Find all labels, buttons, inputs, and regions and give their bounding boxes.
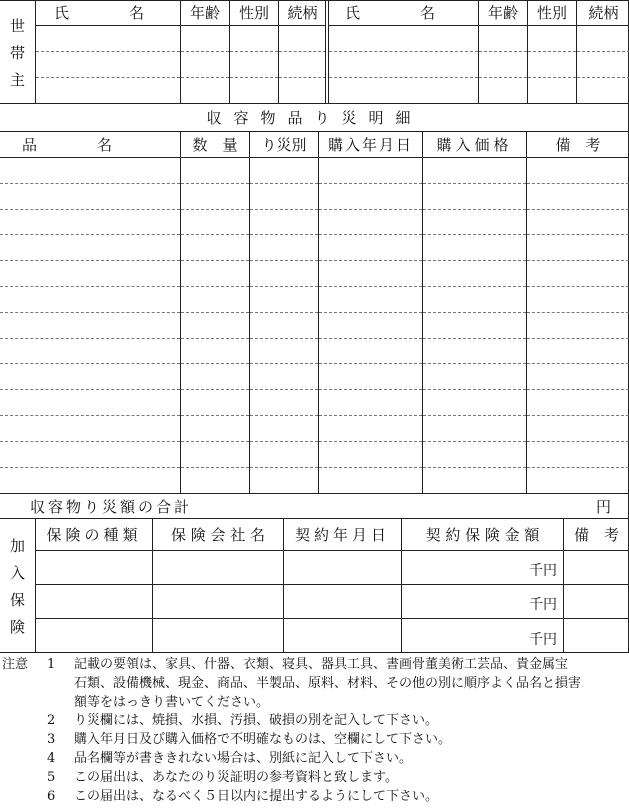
item-row-cell[interactable] (250, 235, 318, 261)
item-row-cell[interactable] (181, 468, 249, 494)
item-row-cell[interactable] (250, 261, 318, 287)
item-row-cell[interactable] (423, 158, 526, 184)
household-head-side-label (0, 0, 36, 104)
household-head-section (0, 0, 629, 104)
age-field[interactable] (479, 52, 527, 78)
item-row-cell[interactable] (319, 235, 422, 261)
side-char: 保 (9, 591, 25, 609)
item-row-cell[interactable] (319, 442, 422, 468)
age-column (479, 0, 528, 104)
household-head-right-block (328, 0, 629, 104)
insurance-remarks-header: 備 考 (564, 519, 629, 551)
side-char: 世 (9, 16, 25, 35)
household-head-left-block (36, 0, 326, 104)
item-row-cell[interactable] (181, 339, 249, 365)
name-column (36, 0, 181, 104)
damage-type-header: り災別 (250, 132, 318, 158)
notes-header: 注意 (2, 657, 29, 672)
side-char: 入 (9, 564, 25, 582)
insurance-type-field[interactable] (36, 619, 152, 653)
amount-unit: 千円 (529, 597, 557, 613)
total-damage-row (0, 493, 629, 519)
item-row-cell[interactable] (423, 261, 526, 287)
insured-amount-column (402, 519, 564, 653)
note-number: 3 (47, 732, 56, 748)
item-row-cell[interactable] (0, 158, 180, 184)
age-column (181, 0, 230, 104)
item-row-cell[interactable] (423, 390, 526, 416)
name-column (329, 0, 479, 104)
insurer-header: 保 険 会 社 名 (153, 519, 283, 551)
item-row-cell[interactable] (0, 364, 180, 390)
item-row-cell[interactable] (250, 468, 318, 494)
item-row-cell[interactable] (250, 210, 318, 236)
insurance-remarks-field[interactable] (564, 551, 629, 585)
purchase-price-column (423, 132, 527, 493)
item-row-cell[interactable] (181, 364, 249, 390)
contract-date-field[interactable] (284, 585, 401, 619)
item-row-cell[interactable] (250, 287, 318, 313)
insurance-type-field[interactable] (36, 585, 152, 619)
name-field[interactable] (36, 78, 180, 104)
relation-field[interactable] (279, 78, 326, 104)
item-row-cell[interactable] (0, 313, 180, 339)
insurance-side-label (0, 519, 36, 653)
amount-unit: 千円 (529, 632, 557, 648)
purchase-date-header: 購入年月日 (319, 132, 422, 158)
item-row-cell[interactable] (319, 184, 422, 210)
damage-type-column (250, 132, 319, 493)
sex-field[interactable] (528, 26, 576, 52)
sex-column (528, 0, 577, 104)
item-row-cell[interactable] (527, 210, 629, 236)
item-row-cell[interactable] (527, 261, 629, 287)
damaged-items-table (0, 132, 629, 493)
sex-field[interactable] (528, 52, 576, 78)
relation-field[interactable] (279, 52, 326, 78)
item-row-cell[interactable] (181, 287, 249, 313)
note-number: 1 (47, 657, 56, 672)
age-header: 年齢 (181, 0, 229, 26)
sex-header: 性別 (528, 0, 576, 26)
sex-field[interactable] (230, 26, 278, 52)
item-row-cell[interactable] (181, 442, 249, 468)
item-row-cell[interactable] (319, 313, 422, 339)
contract-date-column (284, 519, 402, 653)
item-row-cell[interactable] (423, 416, 526, 442)
item-row-cell[interactable] (250, 339, 318, 365)
note-text: 品名欄等が書ききれない場合は、別紙に記入して下さい。 (74, 751, 413, 766)
item-row-cell[interactable] (250, 390, 318, 416)
relation-header: 続柄 (577, 0, 629, 26)
item-row-cell[interactable] (181, 210, 249, 236)
item-row-cell[interactable] (181, 158, 249, 184)
item-name-header: 品 名 (0, 132, 180, 158)
name-field[interactable] (329, 78, 478, 104)
name-header: 氏 名 (329, 0, 478, 26)
item-row-cell[interactable] (527, 184, 629, 210)
insurance-type-field[interactable] (36, 551, 152, 585)
purchase-date-column (319, 132, 423, 493)
item-row-cell[interactable] (181, 416, 249, 442)
sex-field[interactable] (230, 52, 278, 78)
item-row-cell[interactable] (250, 313, 318, 339)
item-row-cell[interactable] (319, 287, 422, 313)
item-row-cell[interactable] (181, 313, 249, 339)
item-row-cell[interactable] (527, 364, 629, 390)
item-row-cell[interactable] (527, 339, 629, 365)
insured-amount-field[interactable] (402, 551, 563, 585)
sex-field[interactable] (230, 78, 278, 104)
item-row-cell[interactable] (0, 261, 180, 287)
remarks-column (527, 132, 629, 493)
item-row-cell[interactable] (527, 416, 629, 442)
item-row-cell[interactable] (319, 339, 422, 365)
amount-unit: 千円 (529, 563, 557, 579)
contract-date-field[interactable] (284, 551, 401, 585)
item-row-cell[interactable] (319, 158, 422, 184)
note-number: 4 (47, 751, 56, 766)
relation-column (279, 0, 326, 104)
item-row-cell[interactable] (181, 235, 249, 261)
insurer-field[interactable] (153, 585, 283, 619)
sex-field[interactable] (528, 78, 576, 104)
item-row-cell[interactable] (423, 184, 526, 210)
item-row-cell[interactable] (527, 442, 629, 468)
item-row-cell[interactable] (0, 210, 180, 236)
item-row-cell[interactable] (527, 313, 629, 339)
item-name-column (0, 132, 181, 493)
item-row-cell[interactable] (423, 442, 526, 468)
item-row-cell[interactable] (0, 390, 180, 416)
item-row-cell[interactable] (0, 442, 180, 468)
relation-field[interactable] (577, 26, 629, 52)
quantity-column (181, 132, 250, 493)
item-row-cell[interactable] (423, 287, 526, 313)
side-char: 帯 (9, 43, 25, 62)
item-row-cell[interactable] (319, 468, 422, 494)
note-text: 額等をはっきり書いてください。 (74, 694, 270, 710)
note-text: この届出は、なるべく５日以内に提出するようにして下さい。 (74, 788, 439, 804)
item-row-cell[interactable] (527, 287, 629, 313)
name-header: 氏 名 (36, 0, 180, 26)
purchase-price-header: 購入価格 (423, 132, 526, 158)
insurance-section (0, 519, 629, 653)
insurance-type-header: 保険の種類 (36, 519, 152, 551)
item-row-cell[interactable] (319, 390, 422, 416)
insurance-type-column (36, 519, 153, 653)
insurance-remarks-field[interactable] (564, 585, 629, 619)
note-number: 5 (47, 769, 56, 785)
item-row-cell[interactable] (250, 364, 318, 390)
insurance-remarks-field[interactable] (564, 619, 629, 653)
relation-header: 続柄 (279, 0, 326, 26)
item-row-cell[interactable] (0, 416, 180, 442)
item-row-cell[interactable] (527, 158, 629, 184)
relation-field[interactable] (577, 78, 629, 104)
item-row-cell[interactable] (0, 339, 180, 365)
insurer-field[interactable] (153, 619, 283, 653)
item-row-cell[interactable] (319, 210, 422, 236)
name-field[interactable] (329, 26, 478, 52)
contract-date-field[interactable] (284, 619, 401, 653)
remarks-header: 備 考 (527, 132, 629, 158)
side-char: 主 (9, 70, 25, 89)
note-text: り災欄には、焼損、水損、汚損、破損の別を記入して下さい。 (74, 713, 439, 729)
note-text: 購入年月日及び購入価格で不明確なものは、空欄にして下さい。 (74, 732, 452, 748)
age-field[interactable] (181, 78, 229, 104)
name-field[interactable] (36, 52, 180, 78)
item-row-cell[interactable] (527, 390, 629, 416)
item-row-cell[interactable] (0, 287, 180, 313)
item-row-cell[interactable] (181, 184, 249, 210)
item-row-cell[interactable] (319, 261, 422, 287)
age-field[interactable] (181, 26, 229, 52)
insured-amount-field[interactable] (402, 585, 563, 619)
name-field[interactable] (36, 26, 180, 52)
insured-amount-header: 契 約 保 険 金 額 (402, 519, 563, 551)
note-number: 6 (47, 788, 56, 804)
note-text: 記載の要領は、家具、什器、衣類、寝具、器具工具、書画骨董美術工芸品、貴金属宝 (74, 657, 569, 672)
item-row-cell[interactable] (423, 210, 526, 236)
item-row-cell[interactable] (0, 235, 180, 261)
item-row-cell[interactable] (423, 364, 526, 390)
item-row-cell[interactable] (423, 313, 526, 339)
name-field[interactable] (329, 52, 478, 78)
total-damage-label: 収容物り災額の合計 (30, 497, 193, 516)
item-row-cell[interactable] (423, 339, 526, 365)
sex-column (230, 0, 279, 104)
relation-field[interactable] (577, 52, 629, 78)
sex-header: 性別 (230, 0, 278, 26)
age-field[interactable] (181, 52, 229, 78)
section-title: 収容物品り災明細 (0, 104, 629, 132)
item-row-cell[interactable] (319, 416, 422, 442)
note-number: 2 (47, 713, 56, 729)
insurer-field[interactable] (153, 551, 283, 585)
age-field[interactable] (479, 26, 527, 52)
item-row-cell[interactable] (527, 468, 629, 494)
insured-amount-field[interactable] (402, 619, 563, 653)
item-row-cell[interactable] (181, 261, 249, 287)
item-row-cell[interactable] (250, 184, 318, 210)
item-row-cell[interactable] (250, 416, 318, 442)
item-row-cell[interactable] (0, 184, 180, 210)
age-field[interactable] (479, 78, 527, 104)
quantity-header: 数 量 (181, 132, 249, 158)
note-text: 石類、設備機械、現金、商品、半製品、原料、材料、その他の別に順序よく品名と損害 (74, 675, 582, 691)
item-row-cell[interactable] (250, 158, 318, 184)
side-char: 加 (9, 537, 25, 555)
relation-field[interactable] (279, 26, 326, 52)
item-row-cell[interactable] (0, 468, 180, 494)
contract-date-header: 契約年月日 (284, 519, 401, 551)
insurer-column (153, 519, 284, 653)
total-damage-unit: 円 (595, 497, 611, 516)
insurance-remarks-column (564, 519, 629, 653)
item-row-cell[interactable] (319, 364, 422, 390)
item-row-cell[interactable] (250, 442, 318, 468)
item-row-cell[interactable] (181, 390, 249, 416)
item-row-cell[interactable] (423, 468, 526, 494)
relation-column (577, 0, 629, 104)
side-char: 険 (9, 618, 25, 636)
age-header: 年齢 (479, 0, 527, 26)
note-text: この届出は、あなたのり災証明の参考資料と致します。 (74, 769, 398, 785)
item-row-cell[interactable] (423, 235, 526, 261)
item-row-cell[interactable] (527, 235, 629, 261)
